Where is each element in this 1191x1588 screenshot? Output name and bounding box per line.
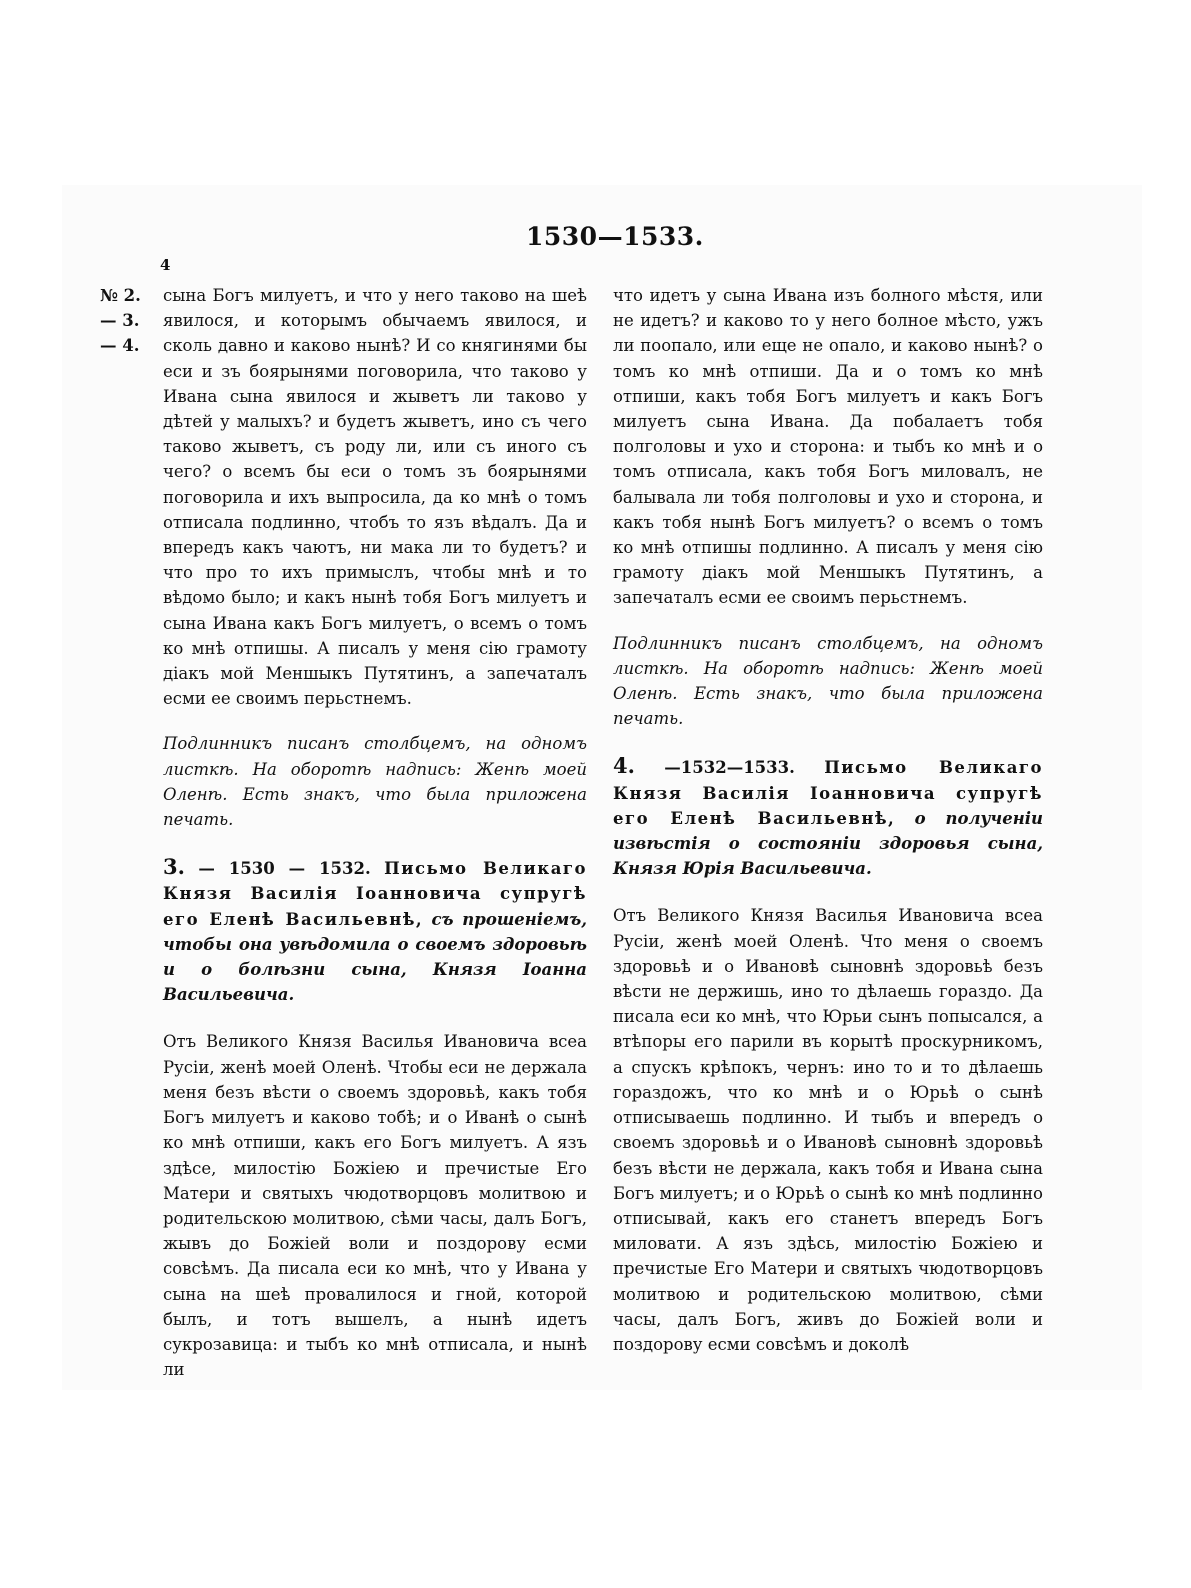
document-4-subtitle: о полученіи извѣстія о состояніи здоровья сына, Князя Юрія Васильевича. [613, 808, 1043, 879]
document-3-subtitle: съ прошеніемъ, чтобы она увѣдомила о своемъ здоровьѣ и о болѣзни сына, Князя Іоанна Васильевича. [163, 909, 587, 1005]
document-3-heading [163, 854, 587, 1007]
document-4-heading [613, 753, 1043, 881]
margin-ref: — 3. [100, 311, 140, 330]
page-number: 4 [160, 256, 171, 274]
document-4-text: Отъ Великого Князя Василья Ивановича всеа Русіи, женѣ моей Оленѣ. Что меня о своемъ здоровьѣ и о Ивановѣ сыновнѣ здоровьѣ безъ вѣсти не держишь, ино то дѣлаешь гораздо. Да писала еси ко мнѣ, что Юрьи сынъ попысался, а втѣпоры его парили въ корытѣ проскурникомъ, а спускъ крѣпокъ, чернъ: ино то и то дѣлаешь гораздожъ, что ко мнѣ и о Юрьѣ о сынѣ отписываешь подлинно. И тыбъ и впередъ о своемъ здоровьѣ и о Ивановѣ сыновнѣ здоровьѣ безъ вѣсти не держала, какъ тобя и Ивана сына Богъ милуетъ; и о Юрьѣ о сынѣ ко мнѣ подлинно отписывай, какъ его станетъ впередъ Богъ миловати. А язъ здѣсь, милостію Божіею и пречистые Его Матери и святыхъ чюдотворцовъ молитвою и родительскою молитвою, сѣми часы, далъ Богъ, живъ до Божіей воли и поздорову есми совсѣмъ и доколѣ [613, 906, 1043, 1354]
document-4-number: 4. [613, 753, 635, 779]
document-4-title: Письмо Великаго Князя Василія Іоанновича супругѣ его Еленѣ Васильевнѣ, [613, 758, 1043, 828]
margin-ref: — 4. [100, 336, 140, 355]
margin-ref: № 2. [100, 286, 141, 305]
right-column [613, 283, 1043, 1357]
document-3-years: — 1530 — 1532. [198, 859, 371, 879]
letter-2-note: Подлинникъ писанъ столбцемъ, на одномъ листкѣ. На оборотѣ надпись: Женѣ моей Оленѣ. Есть знакъ, что была приложена печать. [163, 734, 587, 830]
document-3-note: Подлинникъ писанъ столбцемъ, на одномъ листкѣ. На оборотѣ надпись: Женѣ моей Оленѣ. Есть знакъ, что была приложена печать. [613, 633, 1043, 729]
left-column [163, 283, 587, 1382]
margin-references [100, 283, 141, 358]
document-3-number: 3. [163, 854, 185, 880]
document-3-title: Письмо Великаго Князя Василія Іоанновича супругѣ его Еленѣ Васильевнѣ, [163, 859, 588, 929]
page-title: 1530—1533. [526, 222, 704, 251]
document-3-text: Отъ Великого Князя Василья Ивановича всеа Русіи, женѣ моей Оленѣ. Чтобы еси не держала меня безъ вѣсти о своемъ здоровьѣ, какъ тобя Богъ милуетъ и каково тобѣ; и о Иванѣ о сынѣ ко мнѣ отпиши, какъ его Богъ милуетъ. А язъ здѣсе, милостію Божіею и пречистые Его Матери и святыхъ чюдотворцовъ молитвою и родительскою молитвою, сѣми часы, далъ Богъ, жывъ до Божіей воли и поздорову есми совсѣмъ. Да писала еси ко мнѣ, что у Ивана у сына на шеѣ провалилося и гной, которой былъ, и тотъ вышелъ, а нынѣ идетъ сукрозавица: и тыбъ ко мнѣ отписала, и нынѣ ли [163, 1032, 587, 1380]
document-4-years: —1532—1533. [664, 758, 795, 778]
document-3-text-continued: что идетъ у сына Ивана изъ болного мѣстя, или не идетъ? и каково то у него болное мѣсто, ужъ ли поопало, или еще не опало, и каково нынѣ? о томъ ко мнѣ отпиши. Да и о томъ ко мнѣ отпиши, какъ тобя Богъ милуетъ и какъ Богъ милуетъ сына Ивана. Да побалаетъ тобя полголовы и ухо и сторона: и тыбъ ко мнѣ и о томъ отписала, какъ тобя Богъ миловалъ, не балывала ли тобя полголовы и ухо и сторона, и какъ тобя нынѣ Богъ милуетъ? о всемъ о томъ ко мнѣ отпишы подлинно. А писалъ у меня сію грамоту діакъ мой Меншыкъ Путятинъ, а запечаталъ есми ее своимъ перьстнемъ. [613, 286, 1043, 608]
letter-2-ending: сына Богъ милуетъ, и что у него таково на шеѣ явилося, и которымъ обычаемъ явилося, и сколь давно и каково нынѣ? И со княгинями бы еси и зъ боярынями поговорила, что таково у Ивана сына явилося и жыветъ ли таково у дѣтей у малыхъ? и будетъ жыветъ, ино съ чего таково жыветъ, съ роду ли, или съ иного съ чего? о всемъ бы еси о томъ зъ боярынями поговорила и ихъ выпросила, да ко мнѣ о томъ отписала подлинно, чтобъ то язъ вѣдалъ. Да и впередъ какъ чаютъ, ни мака ли то будетъ? и что про то ихъ примыслъ, чтобы мнѣ и то вѣдомо было; и какъ нынѣ тобя Богъ милуетъ и сына Ивана какъ Богъ милуетъ, о всемъ о томъ ко мнѣ отпишы. А писалъ у меня сію грамоту діакъ мой Меншыкъ Путятинъ, а запечаталъ есми ее своимъ перьстнемъ. [163, 286, 587, 709]
